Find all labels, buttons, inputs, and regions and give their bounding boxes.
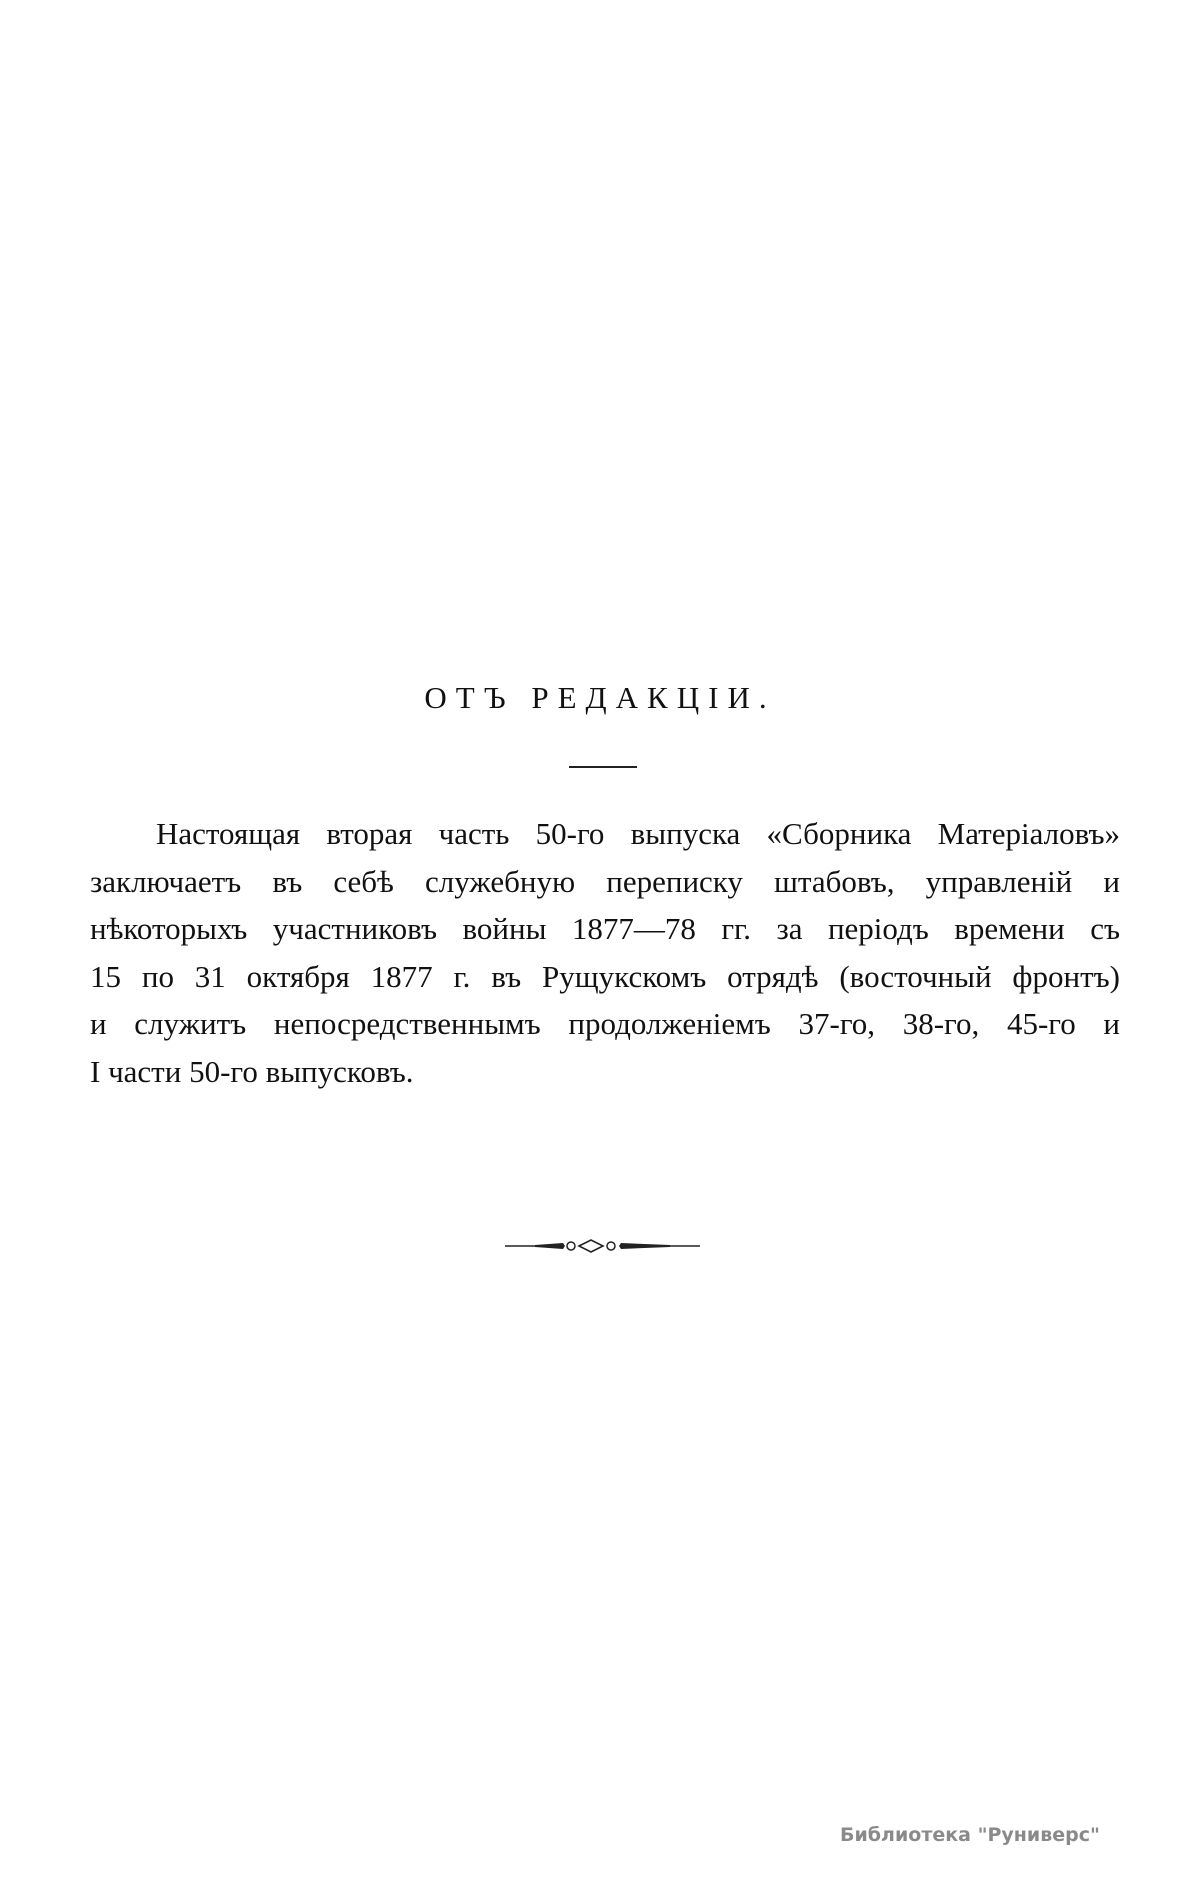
editorial-paragraph xyxy=(90,810,1120,1095)
paragraph-line: Настоящая вторая часть 50-го выпуска «Сборника Матеріаловъ» xyxy=(156,816,1120,851)
title-divider xyxy=(569,766,637,768)
paragraph-line: I части 50-го выпусковъ. xyxy=(90,1053,414,1089)
page-title: ОТЪ РЕДАКЦІИ. xyxy=(424,680,776,715)
paragraph-line: заключаетъ въ себѣ служебную переписку штабовъ, управленій и xyxy=(90,863,1120,899)
paragraph-line: 15 по 31 октября 1877 г. въ Рущукскомъ отрядѣ (восточный фронтъ) xyxy=(90,958,1120,994)
paragraph-line: и служитъ непосредственнымъ продолженіемъ 37-го, 38-го, 45-го и xyxy=(90,1006,1120,1041)
library-watermark: Библиотека "Руниверс" xyxy=(840,1824,1100,1846)
decorative-rule-ornament-icon xyxy=(505,1236,700,1256)
paragraph-line: нѣкоторыхъ участниковъ войны 1877—78 гг. за періодъ времени съ xyxy=(90,911,1120,946)
